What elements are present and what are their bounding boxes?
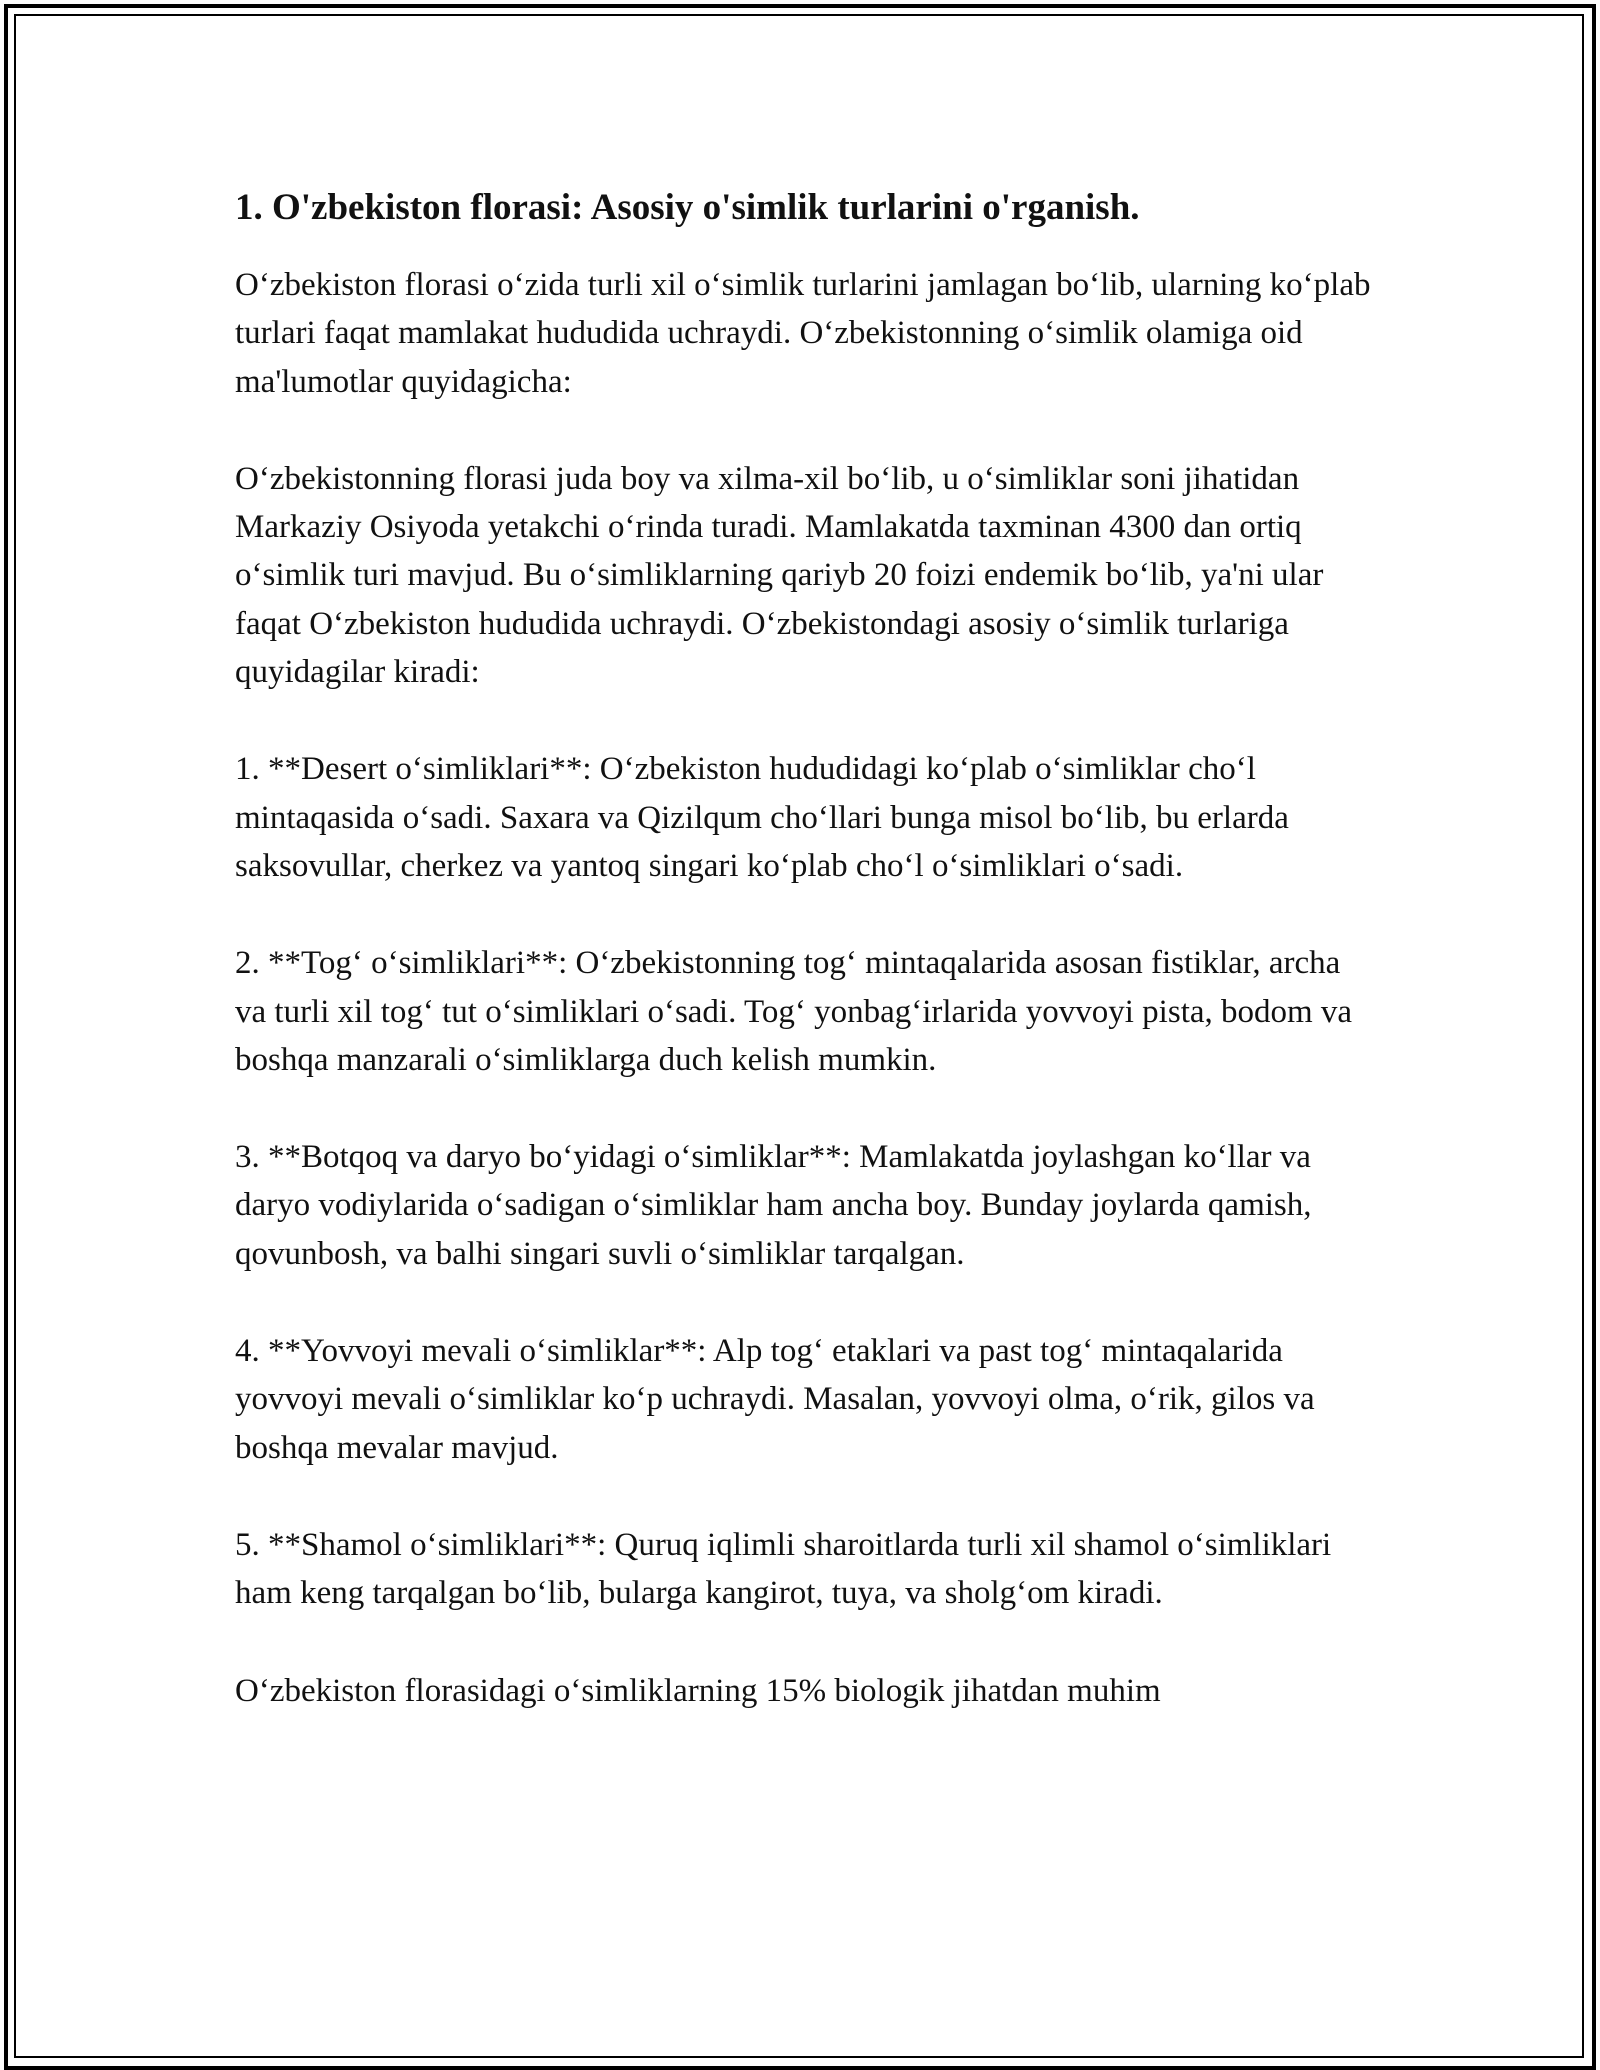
- document-body: [235, 185, 1375, 1764]
- list-item-wind-plants: 5. **Shamol o‘simliklari**: Quruq iqlimli sharoitlarda turli xil shamol o‘simliklari ham keng tarqalgan bo‘lib, bularga kangirot, tuya, va sholg‘om kiradi.: [235, 1526, 1332, 1612]
- list-item-mountain-plants: 2. **Tog‘ o‘simliklari**: O‘zbekistonning tog‘ mintaqalarida asosan fistiklar, archa va turli xil tog‘ tut o‘simliklari o‘sadi. Tog‘ yonbag‘irlarida yovvoyi pista, bodom va boshqa manzarali o‘simliklarga duch kelish mumkin.: [235, 945, 1353, 1078]
- list-item-wetland-plants: 3. **Botqoq va daryo bo‘yidagi o‘simliklar**: Mamlakatda joylashgan ko‘llar va daryo vodiylarida o‘sadigan o‘simliklar ham ancha boy. Bunday joylarda qamish, qovunbosh, va balhi singari suvli o‘simliklar tarqalgan.: [235, 1139, 1312, 1272]
- list-item-wild-fruit-plants: 4. **Yovvoyi mevali o‘simliklar**: Alp tog‘ etaklari va past tog‘ mintaqalarida yovvoyi mevali o‘simliklar ko‘p uchraydi. Masalan, yovvoyi olma, o‘rik, gilos va boshqa mevalar mavjud.: [235, 1333, 1315, 1466]
- document-title: 1. O'zbekiston florasi: Asosiy o'simlik turlarini o'rganish.: [235, 187, 1140, 228]
- closing-paragraph: O‘zbekiston florasidagi o‘simliklarning 15% biologik jihatdan muhim: [235, 1672, 1161, 1709]
- overview-paragraph: O‘zbekistonning florasi juda boy va xilma-xil bo‘lib, u o‘simliklar soni jihatidan Markaziy Osiyoda yetakchi o‘rinda turadi. Mamlakatda taxminan 4300 dan ortiq o‘simlik turi mavjud. Bu o‘simliklarning qariyb 20 foizi endemik bo‘lib, ya'ni ular faqat O‘zbekiston hududida uchraydi. O‘zbekistondagi asosiy o‘simlik turlariga quyidagilar kiradi:: [235, 460, 1324, 691]
- list-item-desert-plants: 1. **Desert o‘simliklari**: O‘zbekiston hududidagi ko‘plab o‘simliklar cho‘l mintaqasida o‘sadi. Saxara va Qizilqum cho‘llari bunga misol bo‘lib, bu erlarda saksovullar, cherkez va yantoq singari ko‘plab cho‘l o‘simliklari o‘sadi.: [235, 751, 1289, 884]
- intro-paragraph: O‘zbekiston florasi o‘zida turli xil o‘simlik turlarini jamlagan bo‘lib, ularning ko‘plab turlari faqat mamlakat hududida uchraydi. O‘zbekistonning o‘simlik olamiga oid ma'lumotlar quyidagicha:: [235, 267, 1371, 400]
